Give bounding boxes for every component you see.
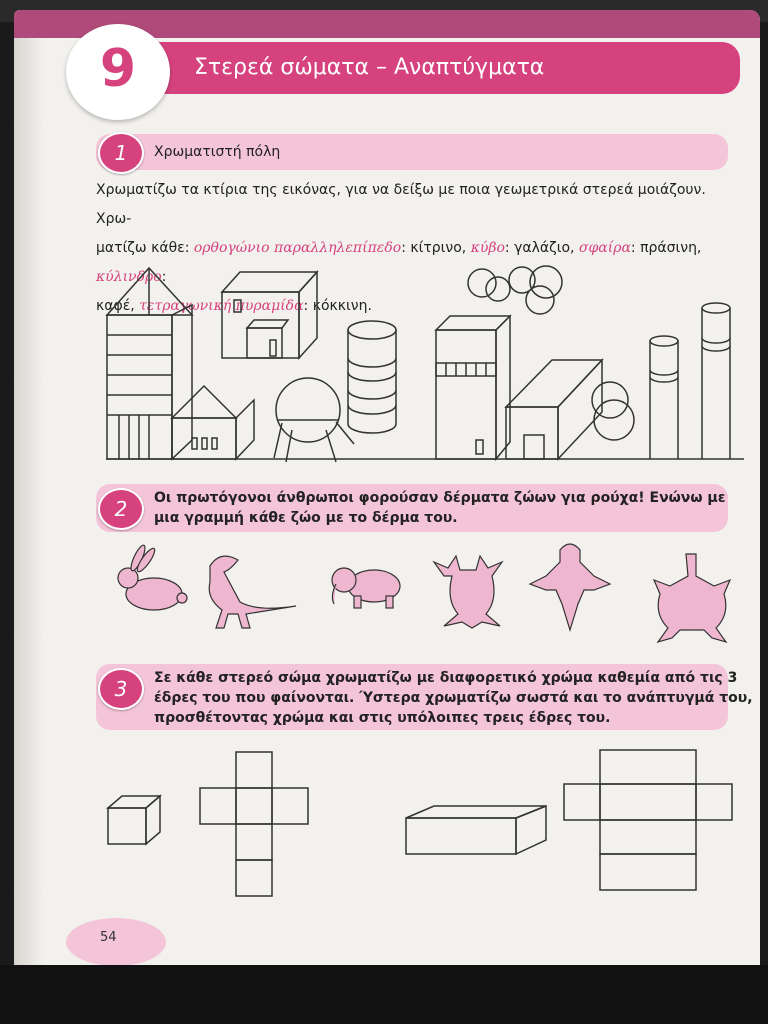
exercise-3-number: 3 (98, 668, 144, 710)
exercise-2-line-1: Οι πρωτόγονοι άνθρωποι φορούσαν δέρματα ζώων για ρούχα! Ενώνω με (154, 490, 726, 506)
page-number: 54 (100, 930, 117, 945)
exercise-2-line-2: μια γραμμή κάθε ζώο με το δέρμα του. (154, 510, 458, 526)
chapter-number: 9 (99, 39, 137, 99)
exercise-3-line-2: έδρες του που φαίνονται. Ύστερα χρωματίζω σωστά και το ανάπτυγμά του, (154, 690, 753, 706)
shape-name-cube: κύβο (470, 240, 505, 256)
instruction-line-1: Χρωματίζω τα κτίρια της εικόνας, για να δείξω με ποια γεωμετρικά στερεά μοιάζουν. Χρω- (96, 182, 706, 227)
color-brown: καφέ, (96, 298, 140, 314)
color-red: : κόκκινη. (303, 298, 372, 314)
color-yellow: : κίτρινο, (401, 240, 471, 256)
chapter-title: Στερεά σώματα – Αναπτύγματα (194, 55, 545, 80)
exercise-2-number: 2 (98, 488, 144, 530)
workbook-page (14, 10, 760, 965)
color-green: : πράσινη, (630, 240, 702, 256)
scan-border-bottom (0, 965, 768, 1024)
text-segment: ματίζω κάθε: (96, 240, 194, 256)
shape-name-prism: ορθογώνιο παραλληλεπίπεδο (193, 240, 402, 256)
text-segment: : (161, 269, 167, 285)
exercise-1-number: 1 (98, 132, 144, 174)
shape-name-sphere: σφαίρα (578, 240, 631, 256)
shape-name-pyramid: τετραγωνική πυραμίδα (139, 298, 304, 314)
exercise-1-title: Χρωματιστή πόλη (154, 144, 281, 160)
cube-solid (108, 796, 160, 844)
solids-and-nets (14, 10, 760, 965)
exercise-3-line-3: προσθέτοντας χρώμα και στις υπόλοιπες τρεις έδρες του. (154, 710, 611, 726)
shape-name-cylinder: κύλινδρο (96, 269, 162, 285)
exercise-3-line-1: Σε κάθε στερεό σώμα χρωματίζω με διαφορετικό χρώμα καθεμία από τις 3 (154, 670, 738, 686)
prism-solid (406, 806, 546, 854)
prism-net (564, 750, 732, 890)
color-lightblue: : γαλάζιο, (504, 240, 579, 256)
cube-net (200, 752, 308, 896)
